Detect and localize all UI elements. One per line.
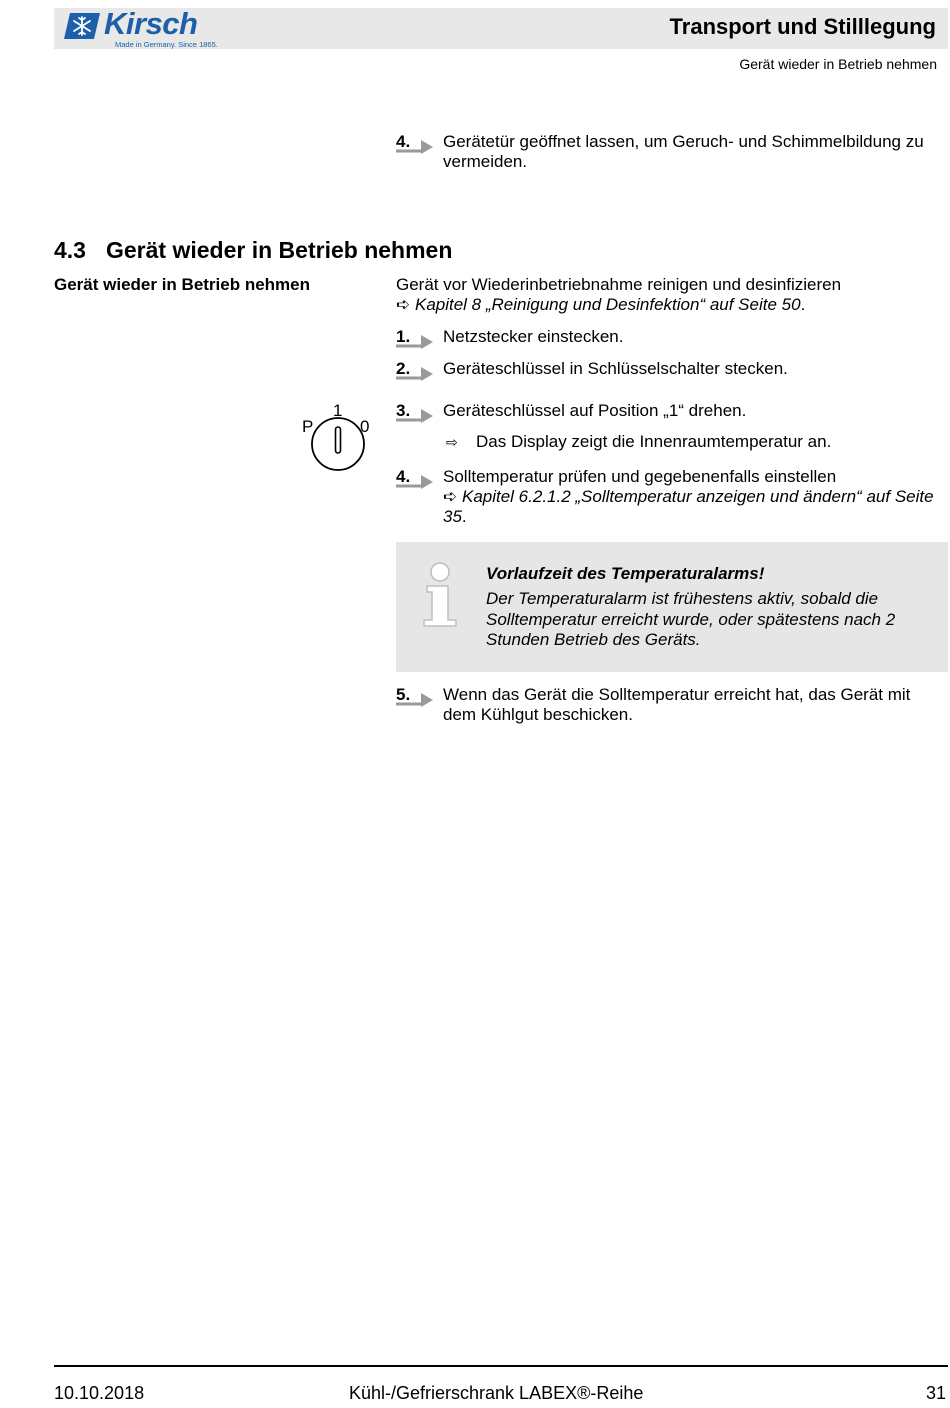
step-item	[396, 685, 948, 727]
step-item	[396, 132, 948, 174]
intro-paragraph	[396, 275, 948, 315]
key-position-0-label: 0	[360, 417, 370, 436]
side-label: Gerät wieder in Betrieb nehmen	[54, 275, 311, 294]
step-item	[396, 467, 948, 529]
step-number: 2.	[396, 359, 411, 378]
result-text: Das Display zeigt die Innenraumtemperatur an.	[476, 432, 832, 451]
section-title: Gerät wieder in Betrieb nehmen	[106, 237, 453, 263]
step-item	[396, 327, 948, 349]
footer-product: Kühl-/Gefrierschrank LABEX®-Reihe	[349, 1383, 644, 1403]
step-text: Netzstecker einstecken.	[443, 327, 624, 346]
section-number: 4.3	[54, 237, 86, 263]
result-arrow-icon: ⇨	[446, 434, 458, 450]
logo-tagline: Made in Germany. Since 1865.	[115, 40, 218, 49]
step-text: Geräteschlüssel auf Position „1“ drehen.	[443, 401, 747, 420]
note-text: Der Temperaturalarm ist frühestens aktiv, sobald die Solltemperatur erreicht wurde, oder spätestens nach 2 Stunden Betrieb des Geräts.	[486, 589, 896, 649]
step-item	[396, 401, 948, 423]
footer-date: 10.10.2018	[54, 1383, 145, 1403]
section-heading	[54, 237, 452, 264]
key-position-p-label: P	[302, 417, 314, 436]
step-text: Wenn das Gerät die Solltemperatur erreicht hat, das Gerät mit dem Kühlgut beschicken.	[443, 685, 911, 724]
info-note	[396, 542, 948, 672]
intro-text: Gerät vor Wiederinbetriebnahme reinigen und desinfizieren	[396, 275, 842, 294]
step-number: 1.	[396, 327, 411, 346]
section-subtitle: Gerät wieder in Betrieb nehmen	[739, 56, 937, 72]
key-switch-illustration	[300, 398, 375, 473]
info-icon	[420, 562, 460, 628]
step-text: Gerätetür geöffnet lassen, um Geruch- und Schimmelbildung zu vermeiden.	[443, 132, 924, 171]
step-number: 4.	[396, 467, 411, 486]
step-text-main: Solltemperatur prüfen und gegebenenfalls einstellen	[443, 467, 837, 486]
step-text	[443, 467, 948, 527]
step-item	[396, 359, 948, 381]
step-result	[446, 432, 831, 452]
step-number: 5.	[396, 685, 411, 704]
page-number: 31	[925, 1383, 946, 1403]
key-position-1-label: 1	[333, 401, 343, 420]
step-number: 3.	[396, 401, 411, 420]
intro-reference-end: .	[800, 295, 806, 314]
kirsch-logo	[64, 8, 254, 50]
logo-wordmark: Kirsch	[104, 6, 198, 41]
step-reference-link[interactable]: Kapitel 6.2.1.2 „Solltemperatur anzeigen und ändern“ auf Seite 35	[443, 487, 934, 526]
note-title: Vorlaufzeit des Temperaturalarms!	[486, 564, 765, 583]
reference-arrow-icon: ➪	[396, 295, 411, 314]
intro-reference-link[interactable]: Kapitel 8 „Reinigung und Desinfektion“ auf Seite 50	[414, 295, 801, 314]
snowflake-logo-icon	[64, 11, 102, 41]
step-text: Geräteschlüssel in Schlüsselschalter stecken.	[443, 359, 788, 378]
step-reference-end: .	[461, 507, 467, 526]
step-number: 4.	[396, 132, 411, 151]
chapter-title: Transport und Stilllegung	[669, 14, 936, 39]
footer-divider	[54, 1365, 948, 1367]
reference-arrow-icon: ➪	[443, 487, 458, 506]
